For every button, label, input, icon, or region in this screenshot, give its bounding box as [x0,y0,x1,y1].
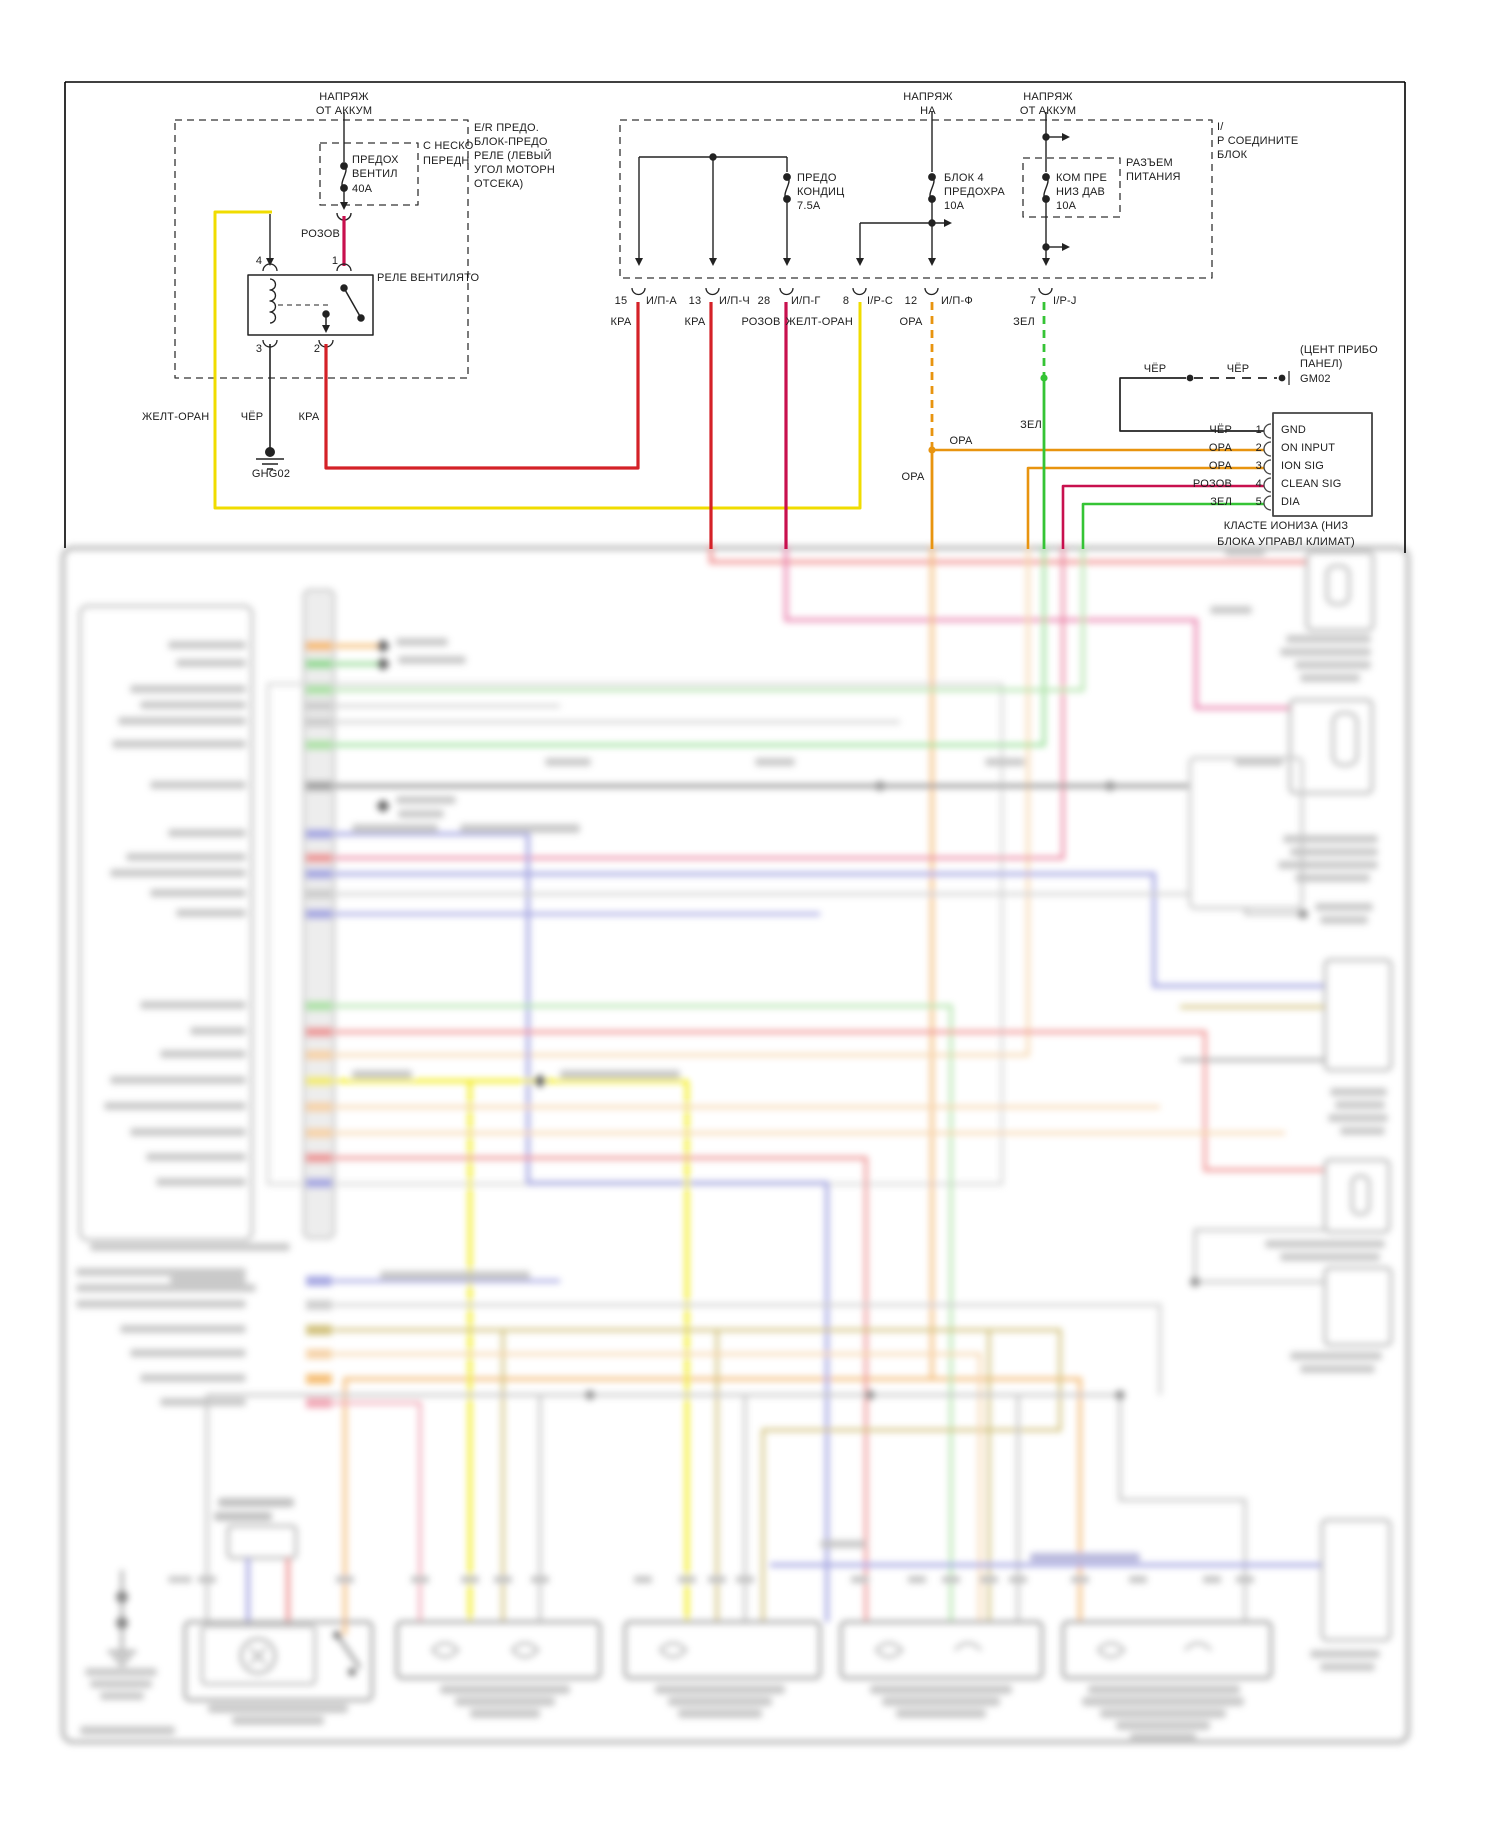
label-er-block-1: E/R ПРЕДО. [474,122,540,134]
label-gm02-note-2: ПАНЕЛ) [1300,358,1343,370]
label-zel-junction: ЗЕЛ [1020,419,1042,431]
label-w8: ЖЕЛТ-ОРАН [785,316,853,328]
label-relay-pin3: 3 [255,343,263,355]
label-wire-kra: КРА [298,411,320,423]
label-ipblock-2: Р СОЕДИНИТЕ [1217,135,1299,147]
label-razem-1: РАЗЪЕМ [1126,157,1173,169]
label-razem-2: ПИТАНИЯ [1126,171,1181,183]
label-fuse75-2: КОНДИЦ [797,186,845,198]
label-cl-w5: ЗЕЛ [1210,496,1232,508]
label-pin15-conn: И/П-А [646,295,677,307]
label-relay-pin4: 4 [255,255,263,267]
label-pin13-conn: И/П-Ч [719,295,750,307]
label-pin8-conn: I/Р-С [867,295,894,307]
label-ipblock-1: I/ [1217,121,1224,133]
label-cluster-cap-2: БЛОКА УПРАВЛ КЛИМАТ) [1217,536,1355,548]
label-pin28-num: 28 [757,295,771,307]
er-fuse-relay-box [175,120,468,378]
label-feed-left-2: ОТ АККУМ [315,105,373,117]
label-relay-pin2: 2 [313,343,321,355]
label-ora-branch: ОРА [949,435,973,447]
label-feed-right-2: ОТ АККУМ [1019,105,1077,117]
label-gm02: GM02 [1300,373,1331,385]
label-cluster-cap-1: КЛАСТЕ ИОНИЗА (НИЗ [1223,520,1349,532]
wire-ora-pin12 [928,302,1264,549]
label-cl-s2: ON INPUT [1281,442,1336,454]
label-feed-mid-2: НА [920,105,936,117]
label-fuse40-3: 40А [352,183,373,195]
label-cl-n5: 5 [1255,496,1262,508]
label-wire-rozov: РОЗОВ [301,228,341,240]
label-cl-w3: ОРА [1208,460,1232,472]
label-er-note-2: ПЕРЕДН [423,155,470,167]
label-ipblock-3: БЛОК [1217,149,1248,161]
label-cl-n4: 4 [1255,478,1262,490]
label-feed-right-1: НАПРЯЖ [1023,91,1073,103]
label-fuse75-3: 7.5А [797,200,821,212]
label-cl-w4: РОЗОВ [1192,478,1232,490]
label-er-block-5: ОТСЕКА) [474,178,524,190]
label-pin15-num: 15 [614,295,628,307]
label-cl-s5: DIA [1281,496,1300,508]
fuse-fan-40a [337,112,351,220]
label-fusekp-1: КОМ ПРЕ [1056,172,1108,184]
label-gm02-note-1: (ЦЕНТ ПРИБО [1300,344,1378,356]
label-fuseb4-3: 10А [944,200,965,212]
label-relay-pin1: 1 [331,255,339,267]
ground-ghg02-symbol [256,344,284,469]
label-er-block-2: БЛОК-ПРЕДО [474,136,548,148]
ionizer-cluster-box [1264,413,1372,516]
label-w13: КРА [684,316,706,328]
label-ground-ghg02: GHG02 [251,468,291,480]
label-cl-s4: CLEAN SIG [1281,478,1342,490]
label-cl-w2: ОРА [1208,442,1232,454]
label-cher-gm-2: ЧЁР [1226,363,1250,375]
label-fuse40-1: ПРЕДОХ [352,154,399,166]
label-er-note-1: С НЕСКО [423,140,474,152]
label-fuseb4-1: БЛОК 4 [944,172,984,184]
wire-rozov-cleansig [1063,486,1264,549]
label-pin12-conn: И/П-Ф [941,295,973,307]
label-cl-n3: 3 [1255,460,1262,472]
label-w7: ЗЕЛ [1013,316,1035,328]
label-wire-geltoran: ЖЕЛТ-ОРАН [142,411,210,423]
label-feed-left-1: НАПРЯЖ [319,91,369,103]
fan-relay [248,214,373,347]
label-cl-n1: 1 [1255,424,1262,436]
wire-yellow-orange [215,212,860,508]
label-w28: РОЗОВ [741,316,781,328]
label-pin7-num: 7 [1029,295,1037,307]
label-feed-mid-1: НАПРЯЖ [903,91,953,103]
wire-cher-gnd-gm02 [1120,371,1289,431]
ip-joint-block-box [620,120,1212,278]
label-pin7-conn: I/Р-J [1053,295,1077,307]
label-fusekp-3: 10А [1056,200,1077,212]
wire-zel-pin7 [1040,302,1047,549]
label-cl-n2: 2 [1255,442,1262,454]
label-er-block-3: РЕЛЕ (ЛЕВЫЙ [474,150,552,162]
label-ora-down: ОРА [901,471,925,483]
label-fuseb4-2: ПРЕДОХРА [944,186,1005,198]
label-cl-s3: ION SIG [1281,460,1324,472]
wire-zel-dia [1083,504,1264,549]
label-cher-gm-1: ЧЁР [1143,363,1167,375]
label-wire-cher: ЧЁР [240,411,264,423]
label-pin12-num: 12 [904,295,918,307]
label-pin13-num: 13 [688,295,702,307]
label-cl-s1: GND [1281,424,1307,436]
label-relay-title: РЕЛЕ ВЕНТИЛЯТО [377,272,480,284]
label-fusekp-2: НИЗ ДАВ [1056,186,1106,198]
page-border [65,82,1405,553]
label-fuse40-2: ВЕНТИЛ [352,168,398,180]
label-fuse75-1: ПРЕДО [797,172,837,184]
label-cl-w1: ЧЁР [1209,424,1232,436]
label-w15: КРА [610,316,632,328]
label-pin8-num: 8 [842,295,850,307]
label-er-block-4: УГОЛ МОТОРН [474,164,556,176]
label-w12: ОРА [899,316,923,328]
label-pin28-conn: И/П-Г [791,295,821,307]
joint-block-wiring [632,112,1070,295]
